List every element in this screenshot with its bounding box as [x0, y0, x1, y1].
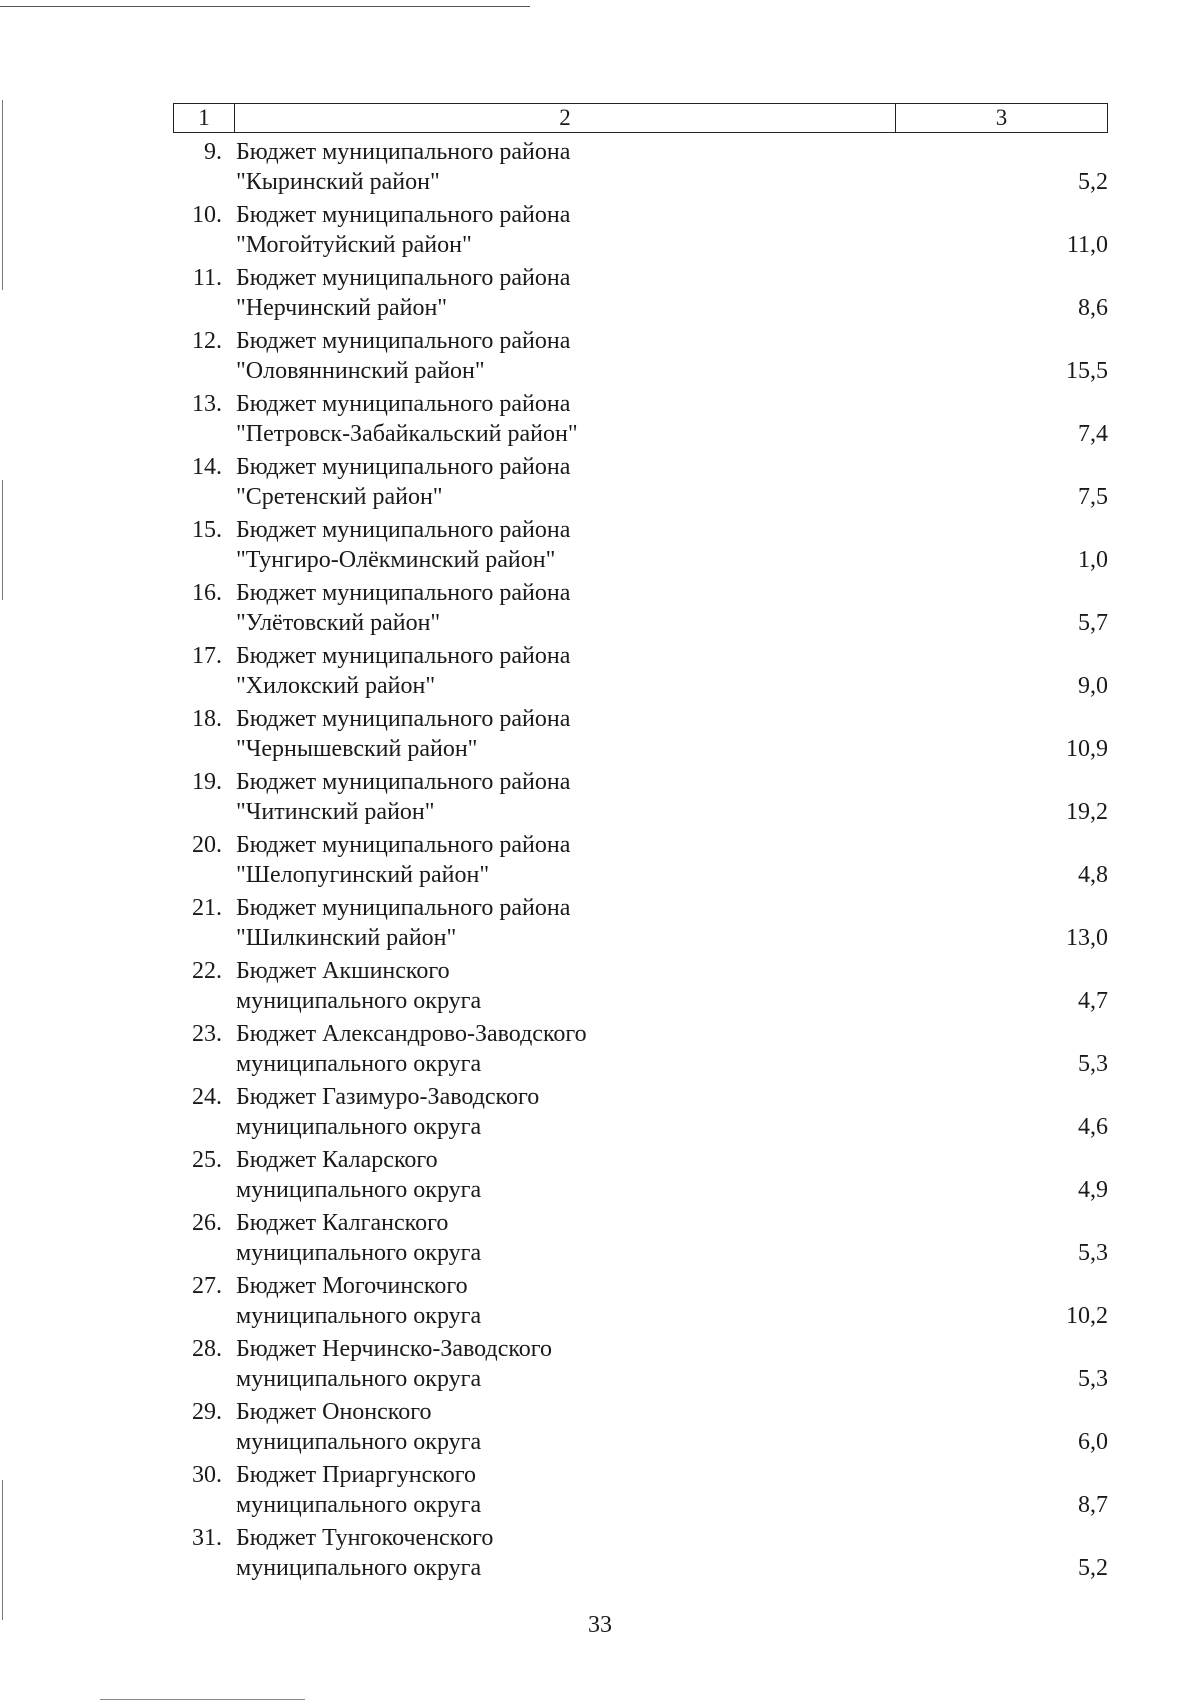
- row-name-line-1: Бюджет муниципального района: [236, 517, 571, 543]
- row-number: 25.: [192, 1147, 222, 1173]
- row-name-line-1: Бюджет Каларского: [236, 1147, 438, 1173]
- row-number: 16.: [192, 580, 222, 606]
- table-row: [0, 1019, 1200, 1082]
- row-name-line-2: "Хилокский район": [236, 673, 436, 699]
- row-name-line-1: Бюджет муниципального района: [236, 391, 571, 417]
- row-name-line-1: Бюджет Газимуро-Заводского: [236, 1084, 540, 1110]
- row-value: 13,0: [1066, 925, 1108, 951]
- row-value: 4,9: [1078, 1177, 1108, 1203]
- row-number: 29.: [192, 1399, 222, 1425]
- row-value: 5,2: [1078, 1555, 1108, 1581]
- row-name-line-2: "Читинский район": [236, 799, 435, 825]
- row-name-line-1: Бюджет муниципального района: [236, 895, 571, 921]
- table-header: [173, 103, 1108, 133]
- row-number: 11.: [192, 265, 222, 291]
- row-value: 8,6: [1078, 295, 1108, 321]
- row-name-line-1: Бюджет муниципального района: [236, 265, 571, 291]
- row-number: 15.: [192, 517, 222, 543]
- row-value: 4,7: [1078, 988, 1108, 1014]
- table-row: [0, 452, 1200, 515]
- row-number: 30.: [192, 1462, 222, 1488]
- row-name-line-2: муниципального округа: [236, 1492, 482, 1518]
- row-name-line-2: "Шилкинский район": [236, 925, 457, 951]
- page-number: 33: [588, 1612, 612, 1638]
- row-value: 8,7: [1078, 1492, 1108, 1518]
- row-name-line-2: муниципального округа: [236, 1366, 482, 1392]
- table-row: [0, 578, 1200, 641]
- row-name-line-1: Бюджет Александрово-Заводского: [236, 1021, 587, 1047]
- row-name-line-2: "Шелопугинский район": [236, 862, 490, 888]
- row-name-line-2: муниципального округа: [236, 1177, 482, 1203]
- table-row: [0, 389, 1200, 452]
- row-name-line-2: "Могойтуйский район": [236, 232, 472, 258]
- row-value: 7,4: [1078, 421, 1108, 447]
- row-number: 12.: [192, 328, 222, 354]
- row-value: 7,5: [1078, 484, 1108, 510]
- table-row: [0, 137, 1200, 200]
- row-name-line-2: "Чернышевский район": [236, 736, 478, 762]
- row-number: 31.: [192, 1525, 222, 1551]
- row-number: 23.: [192, 1021, 222, 1047]
- row-name-line-1: Бюджет Нерчинско-Заводского: [236, 1336, 553, 1362]
- row-name-line-2: "Сретенский район": [236, 484, 443, 510]
- row-name-line-1: Бюджет Тунгокоченского: [236, 1525, 494, 1551]
- row-value: 5,7: [1078, 610, 1108, 636]
- row-number: 10.: [192, 202, 222, 228]
- row-value: 6,0: [1078, 1429, 1108, 1455]
- table-body: [0, 137, 1200, 1586]
- row-name-line-2: муниципального округа: [236, 1114, 482, 1140]
- row-name-line-1: Бюджет муниципального района: [236, 643, 571, 669]
- row-number: 9.: [204, 139, 222, 165]
- row-name-line-1: Бюджет Акшинского: [236, 958, 450, 984]
- row-name-line-2: "Нерчинский район": [236, 295, 448, 321]
- table-row: [0, 1082, 1200, 1145]
- row-name-line-1: Бюджет муниципального района: [236, 139, 571, 165]
- row-name-line-1: Бюджет Могочинского: [236, 1273, 468, 1299]
- row-name-line-1: Бюджет Приаргунского: [236, 1462, 476, 1488]
- table-row: [0, 641, 1200, 704]
- row-name-line-2: "Оловяннинский район": [236, 358, 485, 384]
- row-name-line-1: Бюджет муниципального района: [236, 454, 571, 480]
- table-row: [0, 1460, 1200, 1523]
- row-value: 19,2: [1066, 799, 1108, 825]
- table-row: [0, 893, 1200, 956]
- header-col-2: 2: [235, 104, 896, 132]
- row-value: 4,6: [1078, 1114, 1108, 1140]
- table-row: [0, 1271, 1200, 1334]
- row-number: 26.: [192, 1210, 222, 1236]
- row-value: 10,9: [1066, 736, 1108, 762]
- row-name-line-2: муниципального округа: [236, 1429, 482, 1455]
- row-value: 9,0: [1078, 673, 1108, 699]
- row-name-line-1: Бюджет муниципального района: [236, 580, 571, 606]
- row-name-line-1: Бюджет Калганского: [236, 1210, 449, 1236]
- row-name-line-2: муниципального округа: [236, 1051, 482, 1077]
- header-col-1: 1: [174, 104, 235, 132]
- row-value: 1,0: [1078, 547, 1108, 573]
- scan-bottom-border: [100, 1699, 305, 1700]
- row-name-line-1: Бюджет муниципального района: [236, 202, 571, 228]
- row-name-line-2: "Улётовский район": [236, 610, 441, 636]
- table-row: [0, 1334, 1200, 1397]
- row-number: 13.: [192, 391, 222, 417]
- row-name-line-2: муниципального округа: [236, 988, 482, 1014]
- row-name-line-1: Бюджет муниципального района: [236, 832, 571, 858]
- row-value: 5,3: [1078, 1240, 1108, 1266]
- row-number: 21.: [192, 895, 222, 921]
- row-value: 10,2: [1066, 1303, 1108, 1329]
- row-value: 5,2: [1078, 169, 1108, 195]
- row-value: 5,3: [1078, 1051, 1108, 1077]
- row-name-line-2: муниципального округа: [236, 1555, 482, 1581]
- table-row: [0, 830, 1200, 893]
- header-col-3: 3: [995, 105, 1008, 130]
- table-row: [0, 515, 1200, 578]
- table-row: [0, 263, 1200, 326]
- row-name-line-2: "Петровск-Забайкальский район": [236, 421, 578, 447]
- table-row: [0, 200, 1200, 263]
- row-name-line-2: "Тунгиро-Олёкминский район": [236, 547, 556, 573]
- row-name-line-2: муниципального округа: [236, 1240, 482, 1266]
- row-number: 28.: [192, 1336, 222, 1362]
- row-number: 27.: [192, 1273, 222, 1299]
- row-value: 5,3: [1078, 1366, 1108, 1392]
- row-number: 14.: [192, 454, 222, 480]
- row-name-line-2: "Кыринский район": [236, 169, 440, 195]
- table-row: [0, 1208, 1200, 1271]
- row-name-line-1: Бюджет муниципального района: [236, 769, 571, 795]
- table-row: [0, 704, 1200, 767]
- row-number: 20.: [192, 832, 222, 858]
- table-row: [0, 767, 1200, 830]
- row-number: 18.: [192, 706, 222, 732]
- row-name-line-1: Бюджет муниципального района: [236, 706, 571, 732]
- row-name-line-2: муниципального округа: [236, 1303, 482, 1329]
- row-number: 17.: [192, 643, 222, 669]
- row-name-line-1: Бюджет муниципального района: [236, 328, 571, 354]
- row-number: 22.: [192, 958, 222, 984]
- row-value: 15,5: [1066, 358, 1108, 384]
- scan-top-border: [0, 6, 530, 7]
- row-number: 24.: [192, 1084, 222, 1110]
- row-name-line-1: Бюджет Ононского: [236, 1399, 432, 1425]
- table-row: [0, 1523, 1200, 1586]
- row-value: 11,0: [1066, 232, 1108, 258]
- table-row: [0, 1145, 1200, 1208]
- row-value: 4,8: [1078, 862, 1108, 888]
- row-number: 19.: [192, 769, 222, 795]
- table-row: [0, 1397, 1200, 1460]
- table-row: [0, 956, 1200, 1019]
- table-row: [0, 326, 1200, 389]
